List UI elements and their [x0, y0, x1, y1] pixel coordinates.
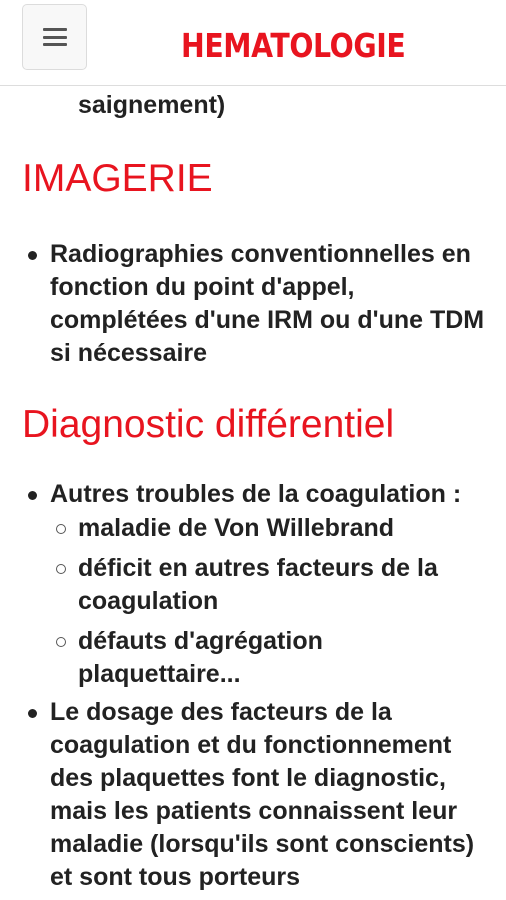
list-item-text: Autres troubles de la coagulation : — [50, 480, 462, 508]
hamburger-menu-icon — [43, 28, 67, 46]
sublist-item: maladie de Von Willebrand — [50, 512, 486, 545]
list-item: Radiographies conventionnelles en fonction du point d'appel, complétées d'une IRM ou d'une TDM si nécessaire — [0, 238, 506, 370]
section-title-diagnostic: Diagnostic différentiel — [22, 403, 395, 446]
site-title[interactable]: HEMATOLOGIE — [181, 26, 406, 65]
menu-button[interactable] — [22, 4, 87, 70]
article-content — [0, 86, 506, 900]
diagnostic-list — [0, 478, 506, 894]
list-item: Le dosage des facteurs de la coagulation et du fonctionnement des plaquettes font le diagnostic, mais les patients connaissent leur maladie (lorsqu'ils sont conscients) et sont tous porteurs — [0, 696, 506, 894]
sublist — [50, 512, 486, 691]
top-bar — [0, 0, 506, 86]
sublist-item: défauts d'agrégation plaquettaire... — [50, 625, 486, 691]
list-item — [0, 478, 506, 691]
continued-text: saignement) — [78, 91, 226, 119]
sublist-item: déficit en autres facteurs de la coagulation — [50, 552, 486, 618]
section-title-imagerie: IMAGERIE — [22, 157, 213, 200]
imagerie-list — [0, 238, 506, 370]
